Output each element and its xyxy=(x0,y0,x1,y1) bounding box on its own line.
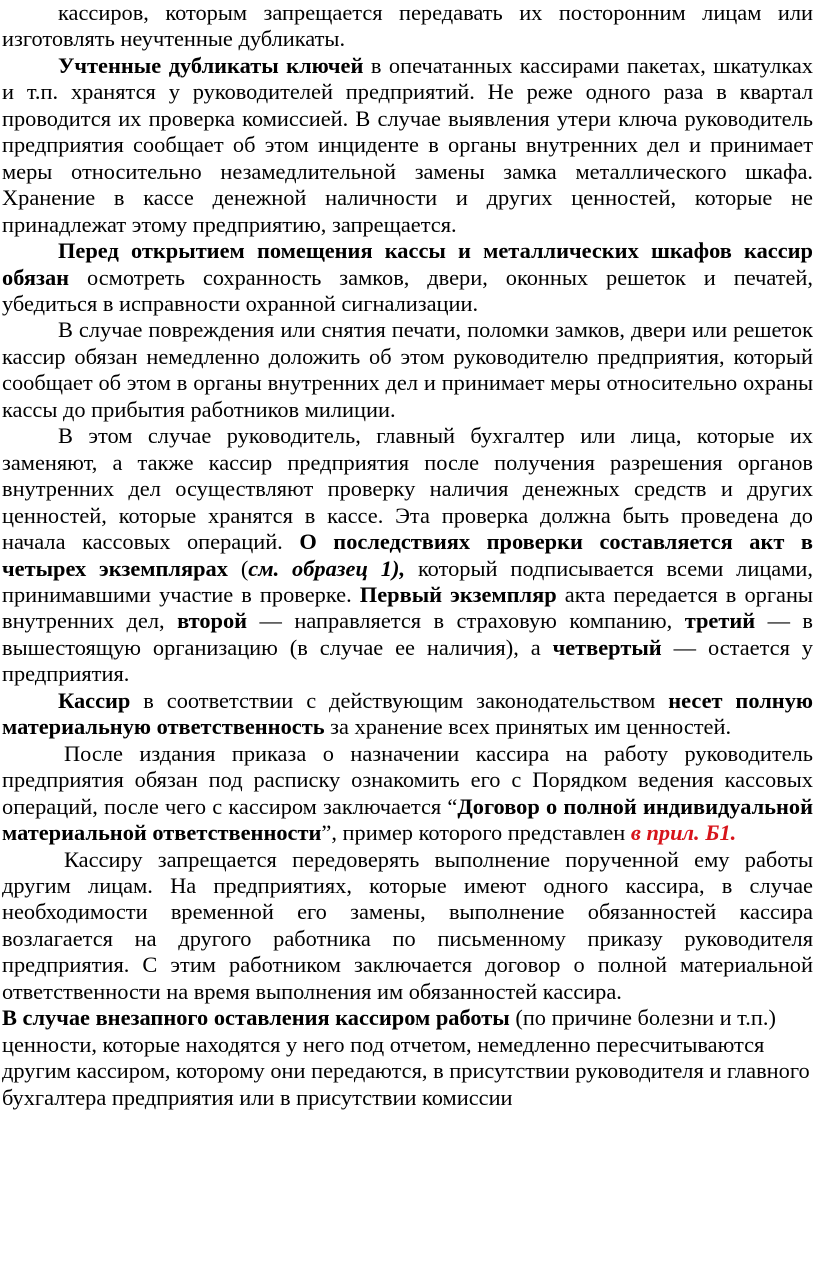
bold-text: четвертый xyxy=(552,634,662,660)
text: Кассиру запрещается передоверять выполнение порученной ему работы другим лицам. На предприятиях, которые имеют одного кассира, в случае необходимости временной его замены, выполнение обязанностей кассира возлагается на другого работника по письменному приказу руководителя предприятия. С этим работником заключается договор о полной материальной ответственности на время выполнения им обязанностей кассира. xyxy=(2,846,813,1004)
text: ( xyxy=(227,555,249,581)
bold-text: Первый экземпляр xyxy=(359,581,557,607)
bold-text: Учтенные дубликаты ключей xyxy=(58,52,364,78)
paragraph-liability xyxy=(2,688,813,741)
text: кассиров, которым запрещается передавать их посторонним лицам или изготовлять неучтенные дубликаты. xyxy=(2,0,813,52)
paragraph-sudden-leave xyxy=(2,1005,813,1111)
text: акта передается в органы внутренних дел, xyxy=(2,581,813,634)
text: После издания приказа о назначении кассира на работу руководитель предприятия обязан под расписку ознакомить его с Порядком ведения кассовых операций, после чего с кассиром заключается “ xyxy=(2,740,813,819)
text: В случае повреждения или снятия печати, поломки замков, двери или решеток кассир обязан немедленно доложить об этом руководителю предприятия, который сообщает об этом в органы внутренних дел и принимает меры относительно охраны кассы до прибытия работников милиции. xyxy=(2,317,813,422)
text: который подписывается всеми лицами, принимавшими участие в проверке. xyxy=(2,555,813,607)
text: в соответствии с действующим законодательством xyxy=(130,687,669,713)
paragraph-inspection xyxy=(2,423,813,688)
paragraph-before-opening xyxy=(2,238,813,317)
bold-text: Кассир xyxy=(58,687,131,713)
bold-text: третий xyxy=(684,608,756,634)
text: — в вышестоящую организацию (в случае ее наличия), а xyxy=(2,608,813,660)
bold-text: В случае внезапного оставления кассиром работы xyxy=(2,1005,510,1031)
paragraph-appointment xyxy=(2,741,813,847)
paragraph-delegation xyxy=(2,847,813,1006)
bold-text: второй xyxy=(177,608,248,634)
bold-text: О последствиях проверки составляется акт в четырех экземплярах xyxy=(2,529,813,581)
bold-text: несет полную материальную ответственность xyxy=(2,687,813,740)
text: за хранение всех принятых им ценностей. xyxy=(324,714,732,740)
bold-text: Перед открытием помещения кассы и металлических шкафов кассир обязан xyxy=(2,238,813,290)
text: (по причине болезни и т.п.) ценности, которые находятся у него под отчетом, немедленно пересчитываются другим кассиром, которому они передаются, в присутствии руководителя и главного бухгалтера предприятия или в присутствии комиссии xyxy=(2,1005,810,1110)
text: в опечатанных кассирами пакетах, шкатулках и т.п. хранятся у руководителей предприятий. Не реже одного раза в квартал проводится их проверка комиссией. В случае выявления утери ключа руководитель предприятия сообщает об этом инциденте в органы внутренних дел и принимает меры относительно незамедлительной замены замка металлического шкафа. Хранение в кассе денежной наличности и других ценностей, которые не принадлежат этому предприятию, запрещается. xyxy=(2,52,813,237)
text: осмотреть сохранность замков, двери, оконных решеток и печатей, убедиться в исправности охранной сигнализации. xyxy=(2,264,813,316)
text: ”, пример которого представлен xyxy=(321,820,631,846)
paragraph-seal-damage xyxy=(2,317,813,423)
text: В этом случае руководитель, главный бухгалтер или лица, которые их заменяют, а также кассир предприятия после получения разрешения органов внутренних дел осуществляют проверку наличия денежных средств и других ценностей, которые хранятся в кассе. Эта проверка должна быть проведена до начала кассовых операций. xyxy=(2,423,813,555)
bold-text: Договор о полной индивидуальной материальной ответственности xyxy=(2,793,813,846)
bold-italic-text: см. образец 1), xyxy=(248,555,406,581)
appendix-reference: в прил. Б1. xyxy=(630,820,737,846)
text: — направляется в страховую компанию, xyxy=(247,608,685,634)
text: — остается у предприятия. xyxy=(2,634,813,687)
paragraph-cashier-duplicates xyxy=(2,0,813,53)
paragraph-key-duplicates xyxy=(2,53,813,238)
